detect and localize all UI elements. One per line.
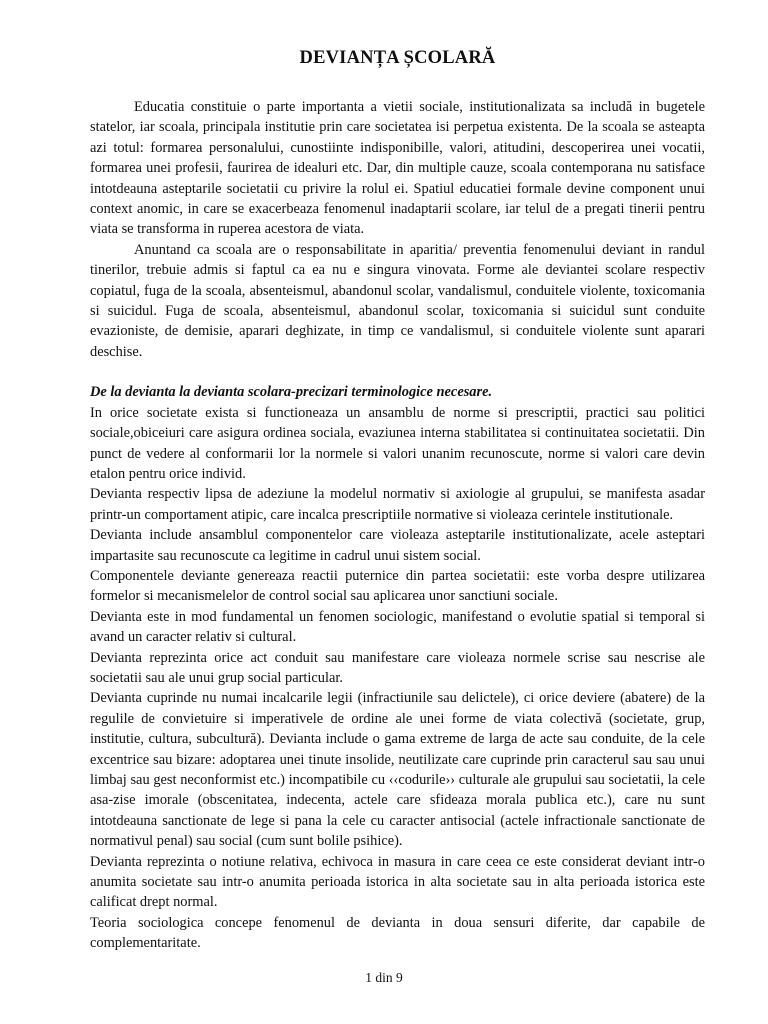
intro-paragraph-1: Educatia constituie o parte importanta a vietii sociale, institutionalizata sa includă in bugetele statelor, iar scoala, principala institutie prin care societatea isi perpetua existenta. De la scoala se asteapta azi totul: formarea personalului, cunostiinte indisponibille, valori, atitudini, descoperirea unei vocatii, formarea unei profesii, faurirea de idealuri etc. Dar, din multiple cauze, scoala contemporana nu satisface intotdeauna asteptarile societatii cu privire la rolul ei. Spatiul educatiei formale devine component unui context anomic, in care se exacerbeaza fenomenul inadaptarii scolare, iar telul de a pregati tinerii pentru viata se transforma in ruperea acestora de viata. (90, 99, 705, 238)
section-paragraph-2: Devianta respectiv lipsa de adeziune la modelul normativ si axiologie al grupului, se manifesta asadar printr-un comportament atipic, care incalca prescriptiile normative si violeaza cerintele institutionale. (90, 486, 705, 523)
section-paragraph-9: Teoria sociologica concepe fenomenul de devianta in doua sensuri diferite, dar capabile de complementaritate. (90, 914, 705, 952)
terminology-section (90, 382, 705, 953)
section-paragraph-3: Devianta include ansamblul componentelor care violeaza asteptarile institutionalizate, acele asteptari impartasite sau recunoscute ca legitime in cadrul unui sistem social. (90, 527, 705, 564)
section-paragraph-4: Componentele deviante genereaza reactii puternice din partea societatii: este vorba despre utilizarea formelor si mecanismelelor de control social sau aplicarea unor sanctiuni sociale. (90, 567, 705, 605)
section-paragraph-6: Devianta reprezinta orice act conduit sau manifestare care violeaza normele scrise sau nescrise ale societatii sau ale unui grup social particular. (90, 649, 705, 686)
document-page (90, 46, 705, 954)
intro-paragraph-2: Anuntand ca scoala are o responsabilitate in aparitia/ preventia fenomenului deviant in randul tinerilor, trebuie admis si faptul ca ea nu e singura vinovata. Forme ale deviantei scolare respectiv copiatul, fuga de la scoala, absenteismul, abandonul scolar, vandalismul, conduitele violente, toxicomania si suicidul. Fuga de scoala, absenteismul, abandonul scolar, toxicomania si suicidul sunt conduite evazioniste, de demisie, aparari deghizate, in timp ce vandalismul, si conduitele violente sunt aparari deschise. (90, 241, 705, 360)
document-title: DEVIANȚA ȘCOLARĂ (299, 48, 496, 68)
section-heading: De la devianta la devianta scolara-precizari terminologice necesare. (90, 384, 493, 401)
intro-section (90, 97, 705, 362)
page-number-footer: 1 din 9 (365, 970, 403, 985)
section-paragraph-5: Devianta este in mod fundamental un fenomen sociologic, manifestand o evolutie spatial si temporal si avand un caracter relativ si cultural. (90, 608, 705, 646)
section-paragraph-8: Devianta reprezinta o notiune relativa, echivoca in masura in care ceea ce este considerat deviant intr-o anumita societate sau intr-o anumita perioada istorica in alta societate sau in alta perioada istorica este calificat drept normal. (90, 853, 705, 911)
section-paragraph-1: In orice societate exista si functioneaza un ansamblu de norme si prescriptii, practici sau politici sociale,obiceiuri care asigura ordinea sociala, evaziunea interna stabilitatea si continuitatea societatii. Din punct de vedere al conformarii lor la normele si valori unanim recunoscute, norme si valori care devin etalon pentru orice individ. (90, 404, 705, 482)
section-paragraph-7: Devianta cuprinde nu numai incalcarile legii (infractiunile sau delictele), ci orice deviere (abatere) de la regulile de convietuire si imperativele de ordine ale unei forme de viata colectivă (societate, grup, institutie, cultura, subcultură). Devianta include o gama extreme de larga de acte sau conduite, de la cele excentrice sau bizare: adoptarea unei tinute insolide, neutilizate care cuprinde prin caracterul sau sau unui limbaj sau gest neconformist etc.) incompatibile cu ‹‹codurile›› culturale ale grupului sau societatii, la cele asa-zise imorale (obscenitatea, indecenta, actele care sfideaza morala publica etc.), care nu sunt intotdeauna sanctionate de lege si pana la cele cu caracter antisocial (actele infractionale sanctionate de normativul penal) sau social (cum sunt bolile psihice). (90, 690, 705, 850)
